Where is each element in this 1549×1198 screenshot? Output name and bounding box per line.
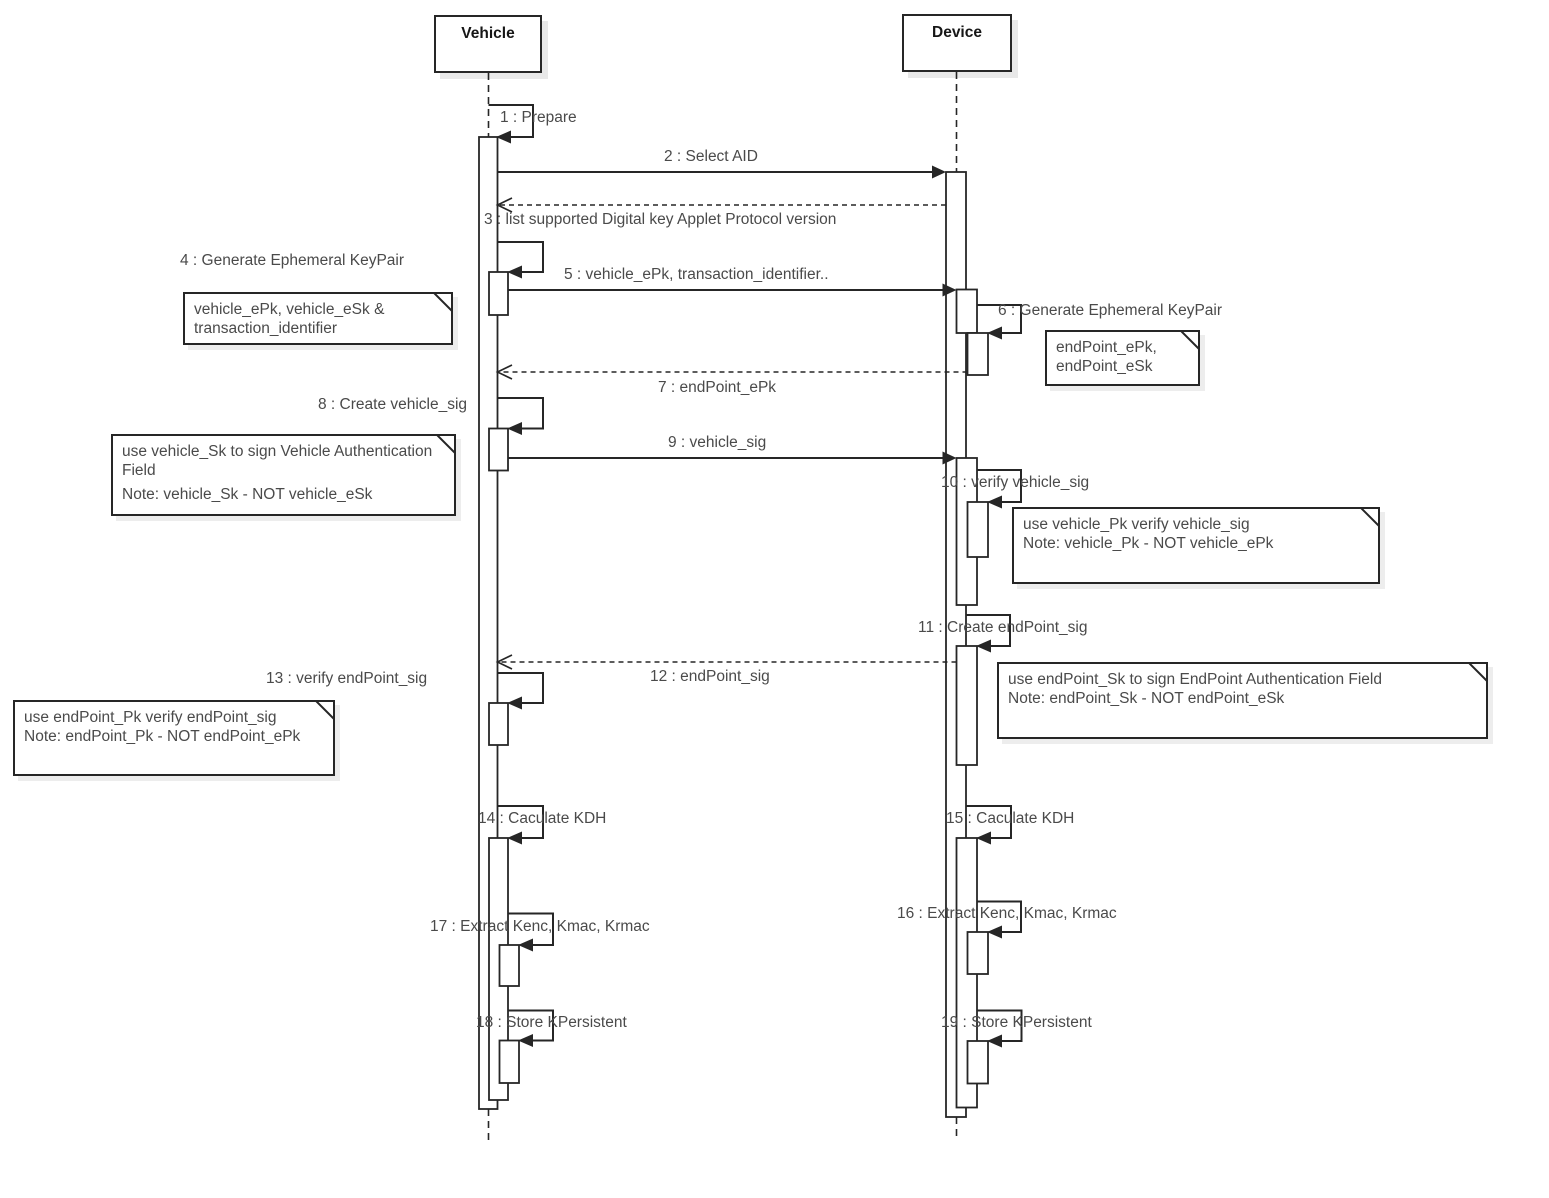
self-message-16-arrowhead <box>987 926 1002 939</box>
message-label-16: 16 : Extract Kenc, Kmac, Krmac <box>897 905 1117 922</box>
note-fold-icon <box>1360 507 1380 527</box>
note-fold-icon <box>1180 330 1200 350</box>
self-message-15-arrowhead <box>976 832 991 845</box>
message-label-17: 17 : Extract Kenc, Kmac, Krmac <box>430 918 650 935</box>
message-label-8: 8 : Create vehicle_sig <box>318 396 468 413</box>
note-vehicle-pk-verify <box>1012 507 1380 584</box>
lifelines <box>489 72 957 1141</box>
note-line: endPoint_eSk <box>1056 358 1153 375</box>
self-message-6-arrowhead <box>987 327 1002 340</box>
message-label-5: 5 : vehicle_ePk, transaction_identifier.. <box>564 266 829 283</box>
message-label-6: 6 : Generate Ephemeral KeyPair <box>998 302 1223 319</box>
actor-vehicle <box>434 15 542 73</box>
self-call-loops <box>489 105 1022 1041</box>
note-endpoint-pk-verify <box>13 700 335 776</box>
message-label-15: 15 : Caculate KDH <box>946 810 1075 827</box>
message-label-3: 3 : list supported Digital key Applet Protocol version <box>484 211 837 228</box>
message-label-11: 11 : Create endPoint_sig <box>918 619 1088 636</box>
message-label-2: 2 : Select AID <box>664 148 758 165</box>
activation-bars <box>479 137 988 1117</box>
note-vehicle-ephemeral-keys <box>183 292 453 345</box>
message-label-10: 10 : verify vehicle_sig <box>941 474 1090 491</box>
activation-bar <box>489 272 508 315</box>
activation-bar <box>489 429 508 471</box>
actor-vehicle-label: Vehicle <box>461 25 515 42</box>
note-line: transaction_identifier <box>194 320 338 337</box>
note-endpoint-sk-sign <box>997 662 1488 739</box>
note-line: use vehicle_Sk to sign Vehicle Authentication Field <box>122 443 433 479</box>
note-fold-icon <box>433 292 453 312</box>
self-message-14-arrowhead <box>507 832 522 845</box>
note-line: Note: vehicle_Pk - NOT vehicle_ePk <box>1023 535 1274 552</box>
note-endpoint-ephemeral-keys <box>1045 330 1200 386</box>
note-line: Note: endPoint_Sk - NOT endPoint_eSk <box>1008 690 1285 707</box>
message-label-4: 4 : Generate Ephemeral KeyPair <box>180 252 405 269</box>
self-message-19-arrowhead <box>987 1035 1002 1048</box>
self-message-18-arrowhead <box>518 1034 533 1047</box>
actor-device <box>902 14 1012 72</box>
activation-bar <box>957 646 978 765</box>
self-message-8-arrowhead <box>507 422 522 435</box>
message-label-19: 19 : Store KPersistent <box>941 1014 1092 1031</box>
self-message-10-arrowhead <box>987 496 1002 509</box>
self-message-13-arrowhead <box>507 697 522 710</box>
note-fold-icon <box>1468 662 1488 682</box>
self-message-17-arrowhead <box>518 939 533 952</box>
self-message-11-arrowhead <box>976 640 991 653</box>
note-fold-icon <box>315 700 335 720</box>
message-label-12: 12 : endPoint_sig <box>650 668 770 685</box>
note-line: Note: vehicle_Sk - NOT vehicle_eSk <box>122 486 373 503</box>
message-label-14: 14 : Caculate KDH <box>478 810 607 827</box>
note-line: Note: endPoint_Pk - NOT endPoint_ePk <box>24 728 301 745</box>
message-label-18: 18 : Store KPersistent <box>476 1014 627 1031</box>
activation-bar <box>500 945 520 986</box>
note-fold-icon <box>436 434 456 454</box>
note-line: endPoint_ePk, <box>1056 339 1157 356</box>
note-line: vehicle_ePk, vehicle_eSk & <box>194 301 385 318</box>
message-label-1: 1 : Prepare <box>500 109 577 126</box>
message-2-arrowhead <box>932 166 946 179</box>
self-message-4-arrowhead <box>507 266 522 279</box>
message-label-13: 13 : verify endPoint_sig <box>266 670 428 687</box>
message-label-9: 9 : vehicle_sig <box>668 434 767 451</box>
actor-device-label: Device <box>932 24 982 41</box>
activation-bar <box>968 333 989 375</box>
note-line: use vehicle_Pk verify vehicle_sig <box>1023 516 1250 533</box>
note-line: use endPoint_Pk verify endPoint_sig <box>24 709 277 726</box>
activation-bar <box>957 290 978 334</box>
activation-bar <box>500 1041 520 1084</box>
activation-bar <box>968 932 989 974</box>
note-vehicle-sk-sign <box>111 434 456 516</box>
activation-bar <box>968 502 989 557</box>
activation-bar <box>968 1041 989 1084</box>
note-line: use endPoint_Sk to sign EndPoint Authentication Field <box>1008 671 1382 688</box>
activation-bar <box>489 703 508 745</box>
message-label-7: 7 : endPoint_ePk <box>658 379 777 396</box>
